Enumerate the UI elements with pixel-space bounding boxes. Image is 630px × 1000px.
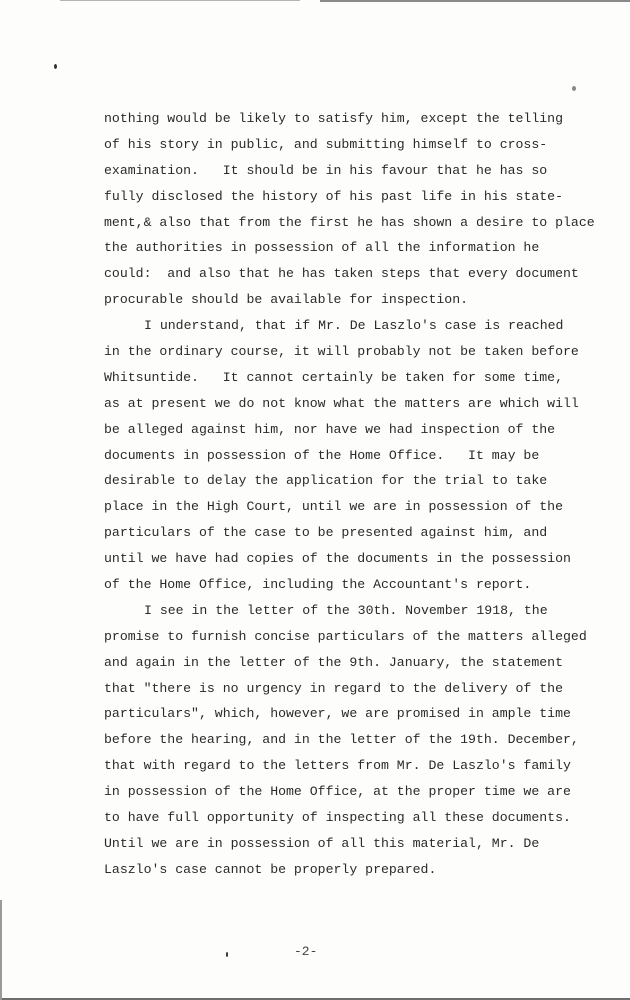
text-line: fully disclosed the history of his past life in his state- bbox=[104, 188, 563, 204]
text-line: particulars", which, however, we are promised in ample time bbox=[104, 706, 571, 722]
text-line: particulars of the case to be presented against him, and bbox=[104, 525, 548, 541]
text-line: documents in possession of the Home Office. It may be bbox=[104, 447, 540, 463]
text-line: that with regard to the letters from Mr. De Laszlo's family bbox=[104, 758, 571, 774]
text-line: examination. It should be in his favour that he has so bbox=[104, 162, 548, 178]
text-line: the authorities in possession of all the information he bbox=[104, 240, 540, 256]
text-line: that "there is no urgency in regard to the delivery of the bbox=[104, 680, 563, 696]
text-line: before the hearing, and in the letter of the 19th. December, bbox=[104, 732, 579, 748]
text-line: ment,& also that from the first he has shown a desire to place bbox=[104, 214, 595, 230]
scan-edge-left bbox=[0, 900, 2, 1000]
text-line: Laszlo's case cannot be properly prepared. bbox=[104, 861, 437, 877]
text-line: of his story in public, and submitting himself to cross- bbox=[104, 136, 548, 152]
text-line: nothing would be likely to satisfy him, except the telling bbox=[104, 111, 563, 126]
text-line: until we have had copies of the documents in the possession bbox=[104, 551, 571, 567]
text-line: in the ordinary course, it will probably not be taken before bbox=[104, 344, 579, 360]
text-line: and again in the letter of the 9th. January, the statement bbox=[104, 654, 563, 670]
text-line: I understand, that if Mr. De Laszlo's case is reached bbox=[144, 318, 564, 334]
text-line: in possession of the Home Office, at the proper time we are bbox=[104, 784, 571, 800]
text-line: procurable should be available for inspection. bbox=[104, 292, 469, 308]
text-line: I see in the letter of the 30th. November 1918, the bbox=[144, 602, 548, 618]
ink-speck bbox=[572, 86, 576, 91]
text-line: Whitsuntide. It cannot certainly be taken for some time, bbox=[104, 369, 563, 385]
text-line: desirable to delay the application for the trial to take bbox=[104, 473, 548, 489]
page-number: -2- bbox=[294, 944, 318, 959]
ink-speck bbox=[226, 952, 228, 957]
letter-body bbox=[104, 106, 595, 883]
text-line: of the Home Office, including the Accountant's report. bbox=[104, 577, 532, 593]
scan-edge-top bbox=[320, 0, 630, 2]
text-line: could: and also that he has taken steps that every document bbox=[104, 266, 579, 282]
text-line: promise to furnish concise particulars of the matters alleged bbox=[104, 628, 587, 644]
text-line: Until we are in possession of all this material, Mr. De bbox=[104, 835, 540, 851]
text-line: to have full opportunity of inspecting all these documents. bbox=[104, 810, 571, 826]
text-line: place in the High Court, until we are in possession of the bbox=[104, 499, 563, 515]
ink-speck bbox=[54, 64, 57, 69]
scan-edge-top-left bbox=[60, 0, 300, 1]
text-line: be alleged against him, nor have we had inspection of the bbox=[104, 421, 556, 437]
text-line: as at present we do not know what the matters are which will bbox=[104, 395, 579, 411]
